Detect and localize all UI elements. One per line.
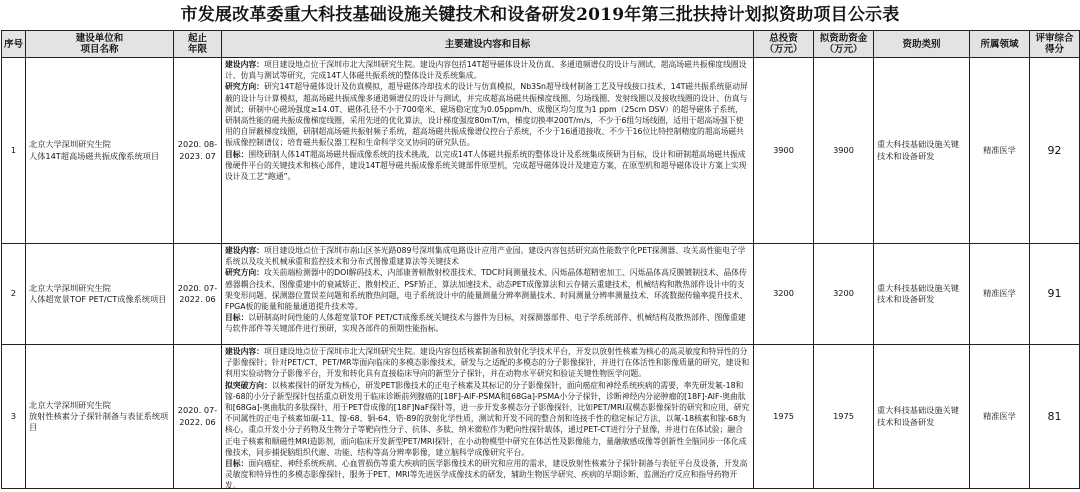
header-type: 资助类别 xyxy=(874,31,970,58)
row-invest: 3200 xyxy=(754,244,814,345)
header-no: 序号 xyxy=(2,31,26,58)
row-no: 2 xyxy=(2,244,26,345)
header-unit: 建设单位和 项目名称 xyxy=(26,31,174,58)
header-period: 起止 年限 xyxy=(174,31,222,58)
section-label: 拟突破方向： xyxy=(225,380,272,390)
content-section xyxy=(225,380,750,458)
header-score: 评审综合 得分 xyxy=(1030,31,1080,58)
section-text: 以研制高时间性能的人体超宽景TOF PET/CT成像系统关键技术与器件为目标，对探测器部件、电子学系统部件、机械结构及散热部件、图像重建与软件部件等关键部件进行预研，实现各部件的预期性能指标。 xyxy=(225,313,746,334)
row-type: 重大科技基础设施关键技术和设备研发 xyxy=(874,345,970,489)
row-score: 92 xyxy=(1030,58,1080,244)
row-period: 2020. 07- 2022. 06 xyxy=(174,244,222,345)
section-label: 建设内容： xyxy=(225,246,264,255)
table-row xyxy=(2,58,1080,244)
page-title: 市发展改革委重大科技基础设施关键技术和设备研发2019年第三批扶持计划拟资助项目公示表 xyxy=(180,5,900,25)
section-text: 项目建设地点位于深圳市南山区茶光路089号深圳集成电路设计应用产业园。建设内容包括研究高性能数字化PET探测器、攻关高性能电子学系统以及攻关机械承重和监控技术和分布式图像重建算法等关键技术 xyxy=(225,246,746,267)
row-funding: 3900 xyxy=(814,58,874,244)
section-label: 目标： xyxy=(225,313,249,323)
section-text: 以核素探针的研发为核心，研发PET影像技术的正电子核素及其标记的分子影像探针，面向癌症和神经系统疾病的需要，率先研发氟-18和镓-68的小分子新型探针包括重点研发用于临床诊断前列腺癌的[18F]-AlF-PSMA和[68Ga]-PSMA小分子探针，诊断神经内分泌肿瘤的[18F]-AlF-奥曲肽和[68Ga]-奥曲肽的多肽探针，用于PET骨成像的[18F]NaF探针等，进一步开发多模态分子影像探针，比如PET/MRI双模态影像探针的研究和应用，研究不同属性的正电子核素如碳-11、镓-68、铜-64、锆-89的放射化学性质，测试和开发不同的整合剂和连接手性的稳定标记方法，以氟-18核素和镓-68为核心，重点开发小分子药物及生物分子等靶向性分子、抗体、多肽、纳米微粒作为靶向性探针载体，通过PET-CT进行分子显像，并进行在体试验；融合正电子核素和顺磁性MRI造影剂，面向临床开发新型PET/MRI探针，在小动物模型中研究在体活性及影像能力，量融敏感成像等创新性全脑同步一体化成像技术，同步捕捉脑组织代谢、功能、结构等高分辨率影像，建立脑科学成像研究平台。 xyxy=(225,380,750,457)
row-funding: 3200 xyxy=(814,244,874,345)
row-type: 重大科技基础设施关键技术和设备研发 xyxy=(874,244,970,345)
section-text: 研究14T超导磁体设计及仿真模拟，超导磁体冷却技术的设计与仿真模拟，Nb3Sn超导线材制备工艺及导线接口技术，14T磁共振系统驱动屏蔽的设计与计算模拟，超高场磁共振成像多通道频谱仪的设计与测试，并完成超高场磁共振梯度线圈、匀场线圈、发射线圈以及接收线圈的设计、仿真与测试；研制中心磁场强度≥14.0T、磁体孔径不小于700毫米、磁场稳定度为0.05ppm/h、成像区均匀度为1 ppm（25cm DSV）的超导磁体子系统，研制高性能的磁共振成像梯度线圈，采用先进的优化算法，设计梯度强度80mT/m，梯度切换率200T/m/s，不少于6组匀场线圈，适用于超高场强下使用的自屏蔽梯度线圈，研制超高场磁共振射频子系统，超高场磁共振成像谱仪控台子系统，不少于16通道接收、不少于16位比特控制精度的超高场磁共振成像控制谱仪；培育磁共振仪器工程和生命科学交叉协同的研究队伍。 xyxy=(225,82,748,148)
header-funding: 拟资助资金 （万元） xyxy=(814,31,874,58)
row-period: 2020. 07- 2022. 06 xyxy=(174,345,222,489)
section-label: 目标： xyxy=(225,459,249,469)
section-text: 攻关前端检测器中的DOI解码技术、内部康普顿散射校准技术、TDC时间测量技术、闪烁晶体超精密加工、闪烁晶体高反膜镀制技术、晶体传感器耦合技术、图像重建中的衰减矫正、散射校正、PSF矫正、算法加速技术、动态PET成像算法和云存储云重建技术，机械结构和散热部件设计中的支架变形问题、探测器位置误差问题和系统散热问题，电子系统设计中的能量测量分辨率测量技术、时间测量分辨率测量技术、环流数据传输率提升技术、FPGA板的能量和能量通道提升技术等。 xyxy=(225,268,748,312)
content-section xyxy=(225,267,750,312)
section-label: 研究方向： xyxy=(225,82,264,92)
content-section xyxy=(225,59,750,81)
row-unit: 北京大学深圳研究生院 人体超宽景TOF PET/CT成像系统项目 xyxy=(26,244,174,345)
row-content xyxy=(222,244,754,345)
row-field: 精准医学 xyxy=(970,244,1030,345)
row-period: 2020. 08- 2023. 07 xyxy=(174,58,222,244)
section-text: 项目建设地点位于深圳市北大深圳研究生院。建设内容包括核素制备和放射化学技术平台，开发以放射性核素为核心的高灵敏度和特异性的分子影像探针；针对PET/CT、PET/MR等面向临床的多模态影像技术，研发与之适配的多模态的分子影像探针，并进行在体活性和影像质量的研究，建设和利用实验动物分子影像平台，开发和转化具有直接临床导向的新型分子探针，并在动物水平研究和验证关键性物医学问题。 xyxy=(225,347,750,379)
content-section xyxy=(225,81,750,148)
table-row xyxy=(2,345,1080,489)
row-unit: 北京大学深圳研究生院 放射性核素分子探针制备与表征系统项目 xyxy=(26,345,174,489)
project-table xyxy=(1,30,1080,489)
section-label: 建设内容： xyxy=(225,60,264,69)
row-score: 81 xyxy=(1030,345,1080,489)
header-field: 所属领域 xyxy=(970,31,1030,58)
section-label: 建设内容： xyxy=(225,347,264,356)
row-type: 重大科技基础设施关键技术和设备研发 xyxy=(874,58,970,244)
table-row xyxy=(2,244,1080,345)
section-text: 项目建设地点位于深圳市北大深圳研究生院。建设内容包括14T超导磁体设计及仿真、多通道频谱仪的设计与测试、超高场磁共振梯度线圈设计、仿真与测试等研究，完成14T人体磁共振系统的整体设计及系统集成。 xyxy=(225,60,747,81)
content-section xyxy=(225,312,750,334)
section-text: 面向癌症、神经系统疾病、心血管损伤等重大疾病的医学影像技术的研究和应用的需求，建设放射性核素分子探针制备与表征平台及设备，开发高灵敏度和特异性的多模态影像探针，服务于PET、MRI等先进医学成像技术的研发，辅助生物医学研究、疾病的早期诊断、监测治疗反应和指导药物开发。 xyxy=(225,459,748,491)
row-score: 91 xyxy=(1030,244,1080,345)
row-invest: 3900 xyxy=(754,58,814,244)
row-funding: 1975 xyxy=(814,345,874,489)
row-field: 精准医学 xyxy=(970,345,1030,489)
section-label: 研究方向： xyxy=(225,268,264,278)
section-label: 目标： xyxy=(225,149,249,159)
row-content xyxy=(222,345,754,489)
row-no: 1 xyxy=(2,58,26,244)
content-section xyxy=(225,346,750,380)
row-invest: 1975 xyxy=(754,345,814,489)
content-section xyxy=(225,458,750,492)
table-header-row xyxy=(2,31,1080,58)
section-text: 围绕研制人体14T超高场磁共振成像系统的技术挑战，以完成14T人体磁共振系统的整体设计及系统集成预研为目标，设计和研制超高场磁共振成像硬件平台的关键技术和核心部件，建设14T超导磁共振成像系统关键部件原型机，完成超导磁体设计及建造方案，在原型机和超导磁体设计方案上实现设计及工艺“跑通”。 xyxy=(225,149,747,182)
content-section xyxy=(225,245,750,267)
row-no: 3 xyxy=(2,345,26,489)
row-unit: 北京大学深圳研究生院 人体14T超高场磁共振成像系统项目 xyxy=(26,58,174,244)
content-section xyxy=(225,149,750,183)
row-content xyxy=(222,58,754,244)
row-field: 精准医学 xyxy=(970,58,1030,244)
header-content: 主要建设内容和目标 xyxy=(222,31,754,58)
header-invest: 总投资 （万元） xyxy=(754,31,814,58)
